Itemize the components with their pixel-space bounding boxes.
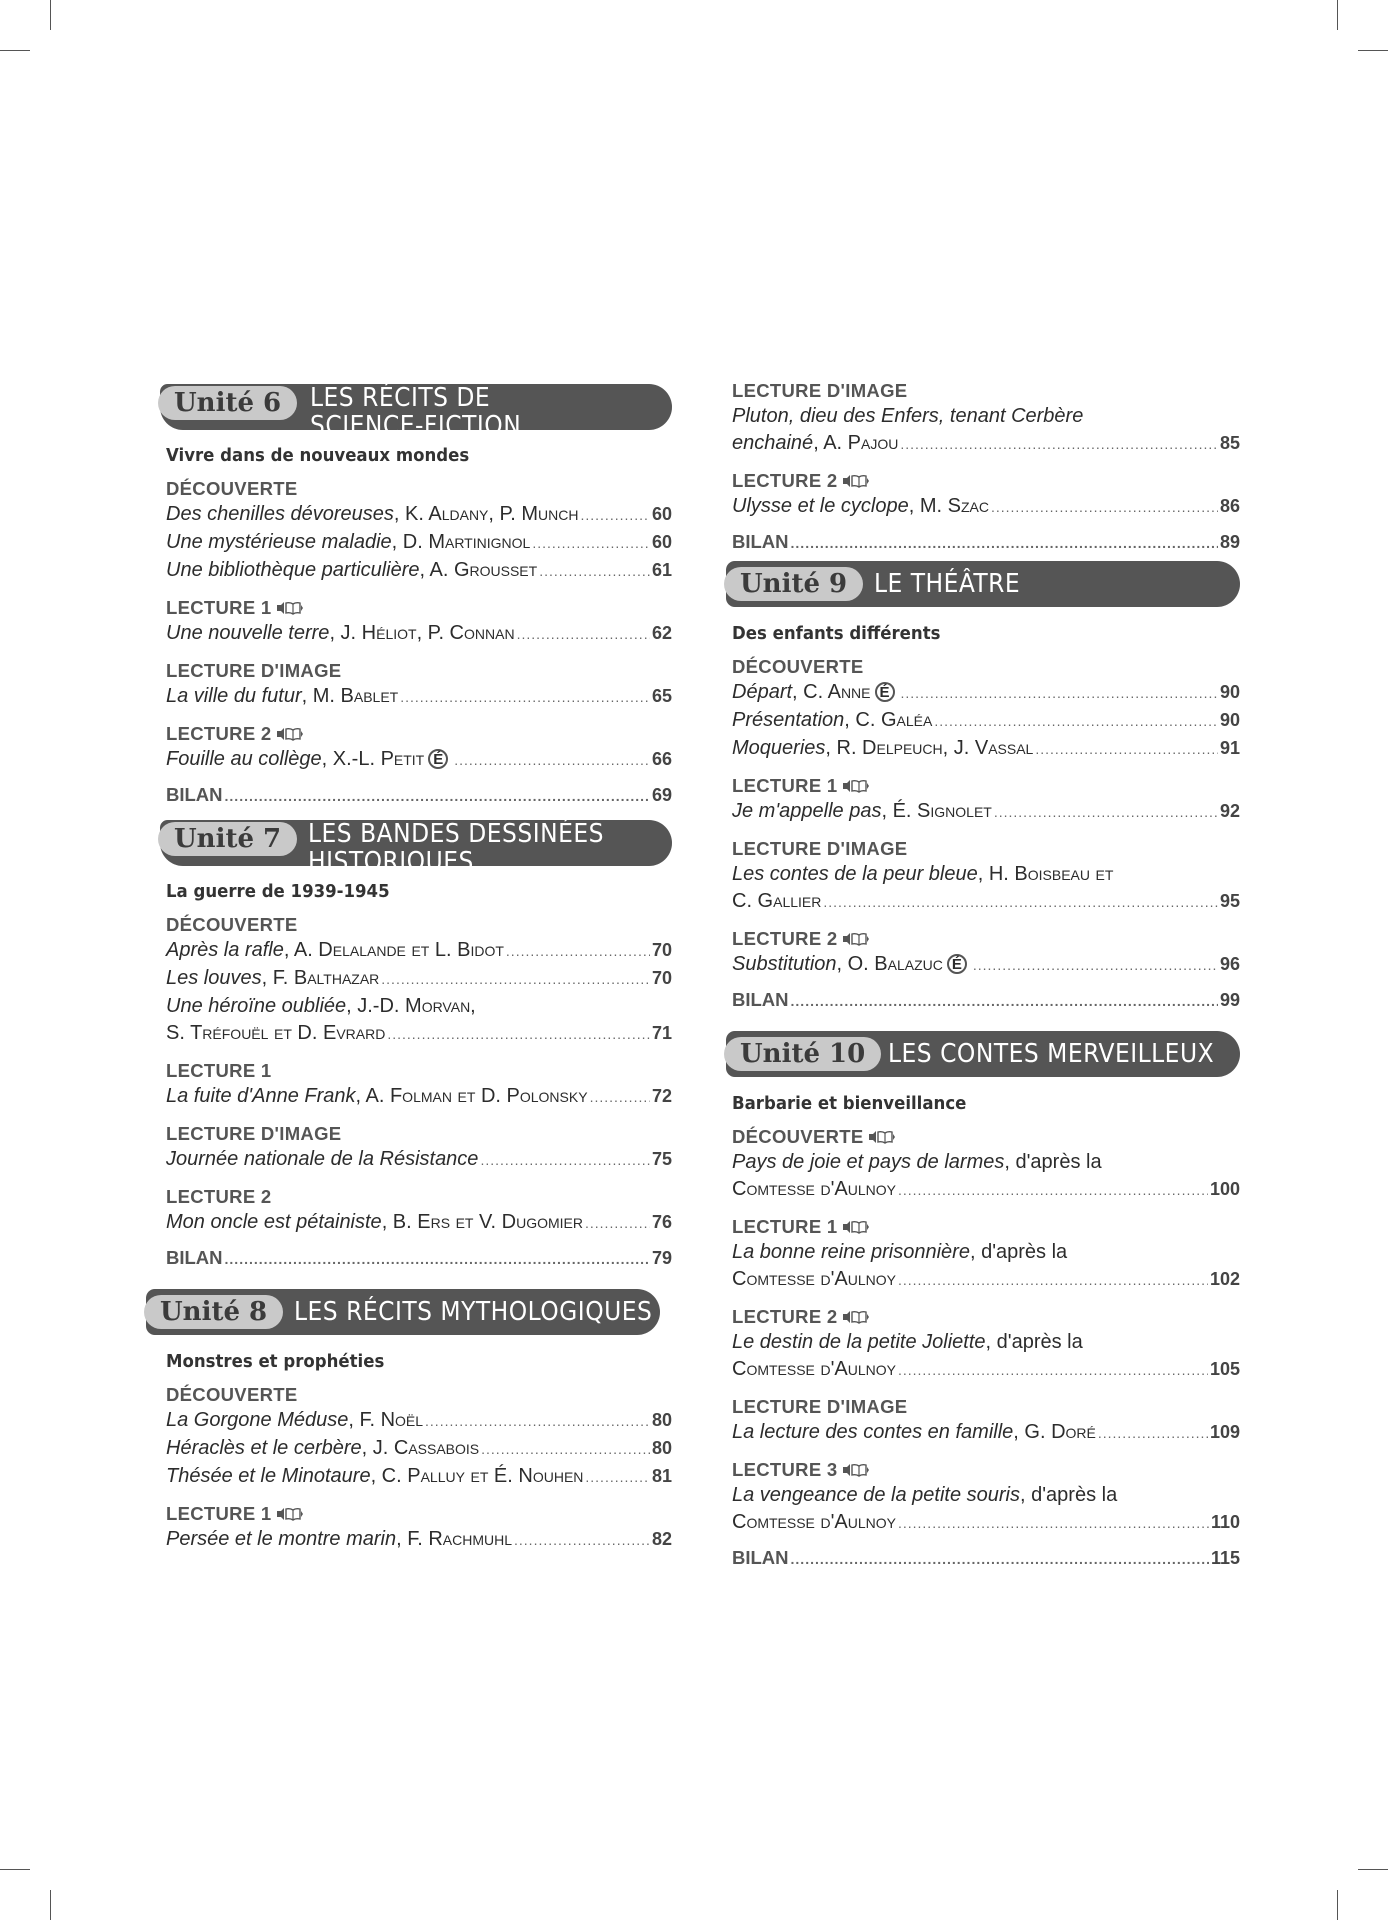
page-number: 105 [1209,1359,1240,1379]
section-heading: LECTURE 2 [732,927,838,949]
toc-entry[interactable] [166,1435,672,1463]
entry-author: , R. Delpeuch, J. Vassal [825,737,1034,759]
bilan-label: BILAN [732,531,789,552]
page-number: 65 [651,686,672,706]
toc-entry[interactable] [166,1083,672,1111]
entry-author: , H. Boisbeau et [977,863,1114,885]
entry-author: , X.-L. Petit [321,748,425,770]
entry-title: Substitution [732,953,837,975]
entry-title: Persée et le montre marin [166,1528,397,1550]
entry-title: Pays de joie et pays de larmes [732,1151,1005,1173]
page-number: 76 [651,1212,672,1232]
section-heading: LECTURE 2 [732,469,838,491]
section-heading: LECTURE 3 [732,1458,838,1480]
toc-column-right [724,378,1240,1577]
entry-title: Journée nationale de la Résistance [166,1148,479,1170]
crop-mark [0,50,30,51]
audio-book-icon [842,932,870,946]
section-lecture-2 [732,1304,1240,1384]
audio-book-icon [842,1310,870,1324]
page-number: 62 [651,623,672,643]
bilan-label: BILAN [166,784,223,805]
toc-entry[interactable] [166,683,672,711]
bilan-label: BILAN [732,1547,789,1568]
bilan-entry[interactable] [732,989,1240,1011]
page-number: 69 [651,785,672,805]
section-lecture-1 [732,1214,1240,1294]
toc-entry[interactable] [166,529,672,557]
toc-entry[interactable] [732,951,1240,979]
unit-title: LES RÉCITS DE SCIENCE-FICTION [310,383,522,441]
entry-author: , D. Martinignol [391,531,531,553]
leader-dots [791,1551,1209,1567]
section-decouverte [732,1124,1240,1204]
entry-author: Comtesse d'Aulnoy [732,1358,896,1380]
section-heading: DÉCOUVERTE [166,477,298,499]
page-number: 99 [1219,990,1240,1010]
unit-label: Unité 7 [158,822,297,856]
entry-author: , J. Héliot, P. Connan [329,622,515,644]
section-heading-row [732,1304,1240,1329]
leader-dots [532,530,650,557]
page-number: 110 [1210,1512,1240,1532]
toc-entry[interactable] [166,1407,672,1435]
section-heading: LECTURE D'IMAGE [732,1395,908,1417]
section-heading: LECTURE D'IMAGE [732,379,908,401]
leader-dots [994,799,1218,826]
page-number: 90 [1219,682,1240,702]
entry-author: C. Gallier [732,890,822,912]
section-lecture-image [166,1121,672,1174]
unit-label: Unité 9 [724,567,863,601]
entry-author: , C. Anne [792,681,871,703]
page-number: 81 [651,1466,672,1486]
crop-mark [1337,0,1338,30]
page-number: 66 [651,749,672,769]
unit-subtitle: Vivre dans de nouveaux mondes [166,445,470,466]
section-heading: DÉCOUVERTE [732,655,864,677]
section-heading-row [732,1214,1240,1239]
leader-dots [387,1021,650,1048]
unit-banner-10 [724,1031,1240,1077]
leader-dots [225,788,650,804]
entry-title: Des chenilles dévoreuses [166,503,394,525]
entry-author: , J. Cassabois [361,1437,480,1459]
toc-entry[interactable] [166,1209,672,1237]
e-badge-icon: É [428,749,448,769]
entry-title: Une héroïne oubliée [166,995,347,1017]
section-decouverte [166,912,672,1048]
entry-author: S. Tréfouël et D. Evrard [166,1022,386,1044]
crop-mark [1358,1869,1388,1870]
entry-title: Après la rafle [166,939,284,961]
page-number: 92 [1219,801,1240,821]
section-heading: LECTURE 2 [166,1185,272,1207]
toc-entry[interactable] [732,403,1240,458]
leader-dots [934,708,1218,735]
entry-author: Comtesse d'Aulnoy [732,1511,896,1533]
section-heading-row [166,721,672,746]
unit-title: LE THÉÂTRE [874,569,1021,599]
entry-title: Moqueries [732,737,826,759]
unit-title: LES RÉCITS MYTHOLOGIQUES [294,1297,653,1327]
leader-dots [901,680,1218,707]
section-lecture-3 [732,1457,1240,1537]
unit-label: Unité 10 [724,1037,881,1071]
leader-dots [481,1436,650,1463]
leader-dots [991,494,1218,521]
entry-author: Comtesse d'Aulnoy [732,1178,896,1200]
section-lecture-2 [166,1184,672,1237]
entry-author: , A. Grousset [419,559,538,581]
leader-dots [539,558,650,585]
page-number: 89 [1219,532,1240,552]
page-number: 70 [651,968,672,988]
bilan-label: BILAN [732,989,789,1010]
toc-entry[interactable] [166,1463,672,1491]
section-heading-row [732,1124,1240,1149]
section-heading-row [732,926,1240,951]
entry-author: , A. Pajou [813,432,899,454]
page-number: 75 [651,1149,672,1169]
leader-dots [898,1177,1208,1204]
section-lecture-2 [732,468,1240,521]
leader-dots [791,993,1218,1009]
toc-entry[interactable] [732,1419,1240,1447]
unit-subtitle: Monstres et prophéties [166,1351,385,1372]
page-number: 70 [651,940,672,960]
e-badge-icon: É [947,954,967,974]
section-heading-row [166,1501,672,1526]
section-lecture-image [732,836,1240,916]
entry-title: La ville du futur [166,685,302,707]
section-heading: LECTURE D'IMAGE [732,837,908,859]
section-lecture-image [732,1394,1240,1447]
unit-subtitle: La guerre de 1939-1945 [166,881,390,902]
leader-dots [517,621,650,648]
unit-banner-6 [158,378,672,441]
audio-book-icon [842,1220,870,1234]
unit-title: LES BANDES DESSINÉES HISTORIQUES [308,819,604,877]
toc-entry[interactable] [166,620,672,648]
entry-title: Fouille au collège [166,748,322,770]
section-heading-row [732,468,1240,493]
crop-mark [50,0,51,30]
entry-title: Une mystérieuse maladie [166,531,392,553]
entry-author: , C. Galéa [844,709,933,731]
section-heading-row [732,1457,1240,1482]
page-number: 60 [651,504,672,524]
leader-dots [590,1084,650,1111]
crop-mark [50,1890,51,1920]
entry-title: La lecture des contes en famille [732,1421,1014,1443]
section-heading: LECTURE 1 [166,1502,272,1524]
bilan-entry[interactable] [166,784,672,806]
unit-label: Unité 6 [158,386,297,420]
section-heading: LECTURE 1 [732,1215,838,1237]
section-heading-row [166,595,672,620]
leader-dots [973,952,1218,979]
entry-title: La vengeance de la petite souris [732,1484,1020,1506]
section-heading: LECTURE D'IMAGE [166,659,342,681]
toc-entry[interactable] [166,1146,672,1174]
toc-entry[interactable] [732,735,1240,763]
toc-entry[interactable] [732,707,1240,735]
section-lecture-image [732,378,1240,458]
section-heading: LECTURE 2 [732,1305,838,1327]
unit-banner-8 [144,1289,672,1335]
toc-entry[interactable] [732,861,1240,916]
entry-author: , K. Aldany, P. Munch [393,503,579,525]
page-number: 79 [651,1248,672,1268]
crop-mark [0,1869,30,1870]
entry-title: Les louves [166,967,262,989]
entry-author: , B. Ers et V. Dugomier [381,1211,583,1233]
unit-banner-9 [724,561,1240,607]
entry-author: Comtesse d'Aulnoy [732,1268,896,1290]
page-number: 82 [651,1529,672,1549]
entry-title: Mon oncle est pétainiste [166,1211,382,1233]
toc-entry[interactable] [166,965,672,993]
section-lecture-1 [732,773,1240,826]
entry-title: Pluton, dieu des Enfers, tenant Cerbère [732,405,1084,427]
entry-title: Le destin de la petite Joliette [732,1331,986,1353]
entry-title: Je m'appelle pas [732,800,882,822]
bilan-label: BILAN [166,1247,223,1268]
audio-book-icon [276,727,304,741]
page-number: 71 [651,1023,672,1043]
section-heading: LECTURE 2 [166,722,272,744]
unit-subtitle: Des enfants différents [732,623,941,644]
toc-entry[interactable] [732,493,1240,521]
entry-title: La Gorgone Méduse [166,1409,349,1431]
leader-dots [900,431,1218,458]
entry-title: La bonne reine prisonnière [732,1241,970,1263]
section-lecture-1 [166,595,672,648]
entry-author: , d'après la [1004,1151,1102,1173]
entry-title: Une bibliothèque particulière [166,559,420,581]
unit-label: Unité 8 [144,1295,283,1329]
section-lecture-1 [166,1501,672,1554]
entry-author: , C. Palluy et É. Nouhen [370,1465,584,1487]
leader-dots [1098,1420,1208,1447]
section-heading: DÉCOUVERTE [166,913,298,935]
unit-banner-7 [158,814,672,877]
toc-entry[interactable] [166,746,672,774]
leader-dots [585,1210,650,1237]
audio-book-icon [868,1130,896,1144]
page-number: 109 [1209,1422,1240,1442]
leader-dots [580,502,649,529]
toc-entry[interactable] [732,1329,1240,1384]
page-number: 91 [1219,738,1240,758]
toc-entry[interactable] [732,1239,1240,1294]
entry-author: , A. Delalande et L. Bidot [283,939,504,961]
entry-author: , É. Signolet [881,800,992,822]
section-lecture-1 [166,1058,672,1111]
entry-title: Une nouvelle terre [166,622,330,644]
section-decouverte [166,1382,672,1491]
section-heading: LECTURE D'IMAGE [166,1122,342,1144]
page-number: 115 [1210,1548,1240,1568]
entry-author: , F. Noël [348,1409,424,1431]
entry-author: , G. Doré [1013,1421,1096,1443]
leader-dots [898,1357,1208,1384]
unit-title: LES CONTES MERVEILLEUX [888,1039,1215,1069]
toc-entry[interactable] [166,501,672,529]
bilan-entry[interactable] [732,1547,1240,1569]
leader-dots [225,1251,650,1267]
audio-book-icon [276,1507,304,1521]
toc-entry[interactable] [732,1482,1240,1537]
page-number: 61 [651,560,672,580]
entry-author: , J.-D. Morvan, [346,995,476,1017]
entry-author: , M. Szac [908,495,989,517]
page-number: 80 [651,1410,672,1430]
entry-author: , F. Rachmuhl [396,1528,513,1550]
entry-title: enchainé [732,432,814,454]
page-number: 85 [1219,433,1240,453]
section-heading: LECTURE 1 [166,1059,272,1081]
section-decouverte [732,654,1240,763]
toc-entry[interactable] [166,1526,672,1554]
leader-dots [425,1408,650,1435]
page-number: 96 [1219,954,1240,974]
page-number: 60 [651,532,672,552]
entry-author: , d'après la [985,1331,1083,1353]
audio-book-icon [842,474,870,488]
page-number: 95 [1219,891,1240,911]
section-lecture-2 [732,926,1240,979]
section-heading: DÉCOUVERTE [166,1383,298,1405]
leader-dots [514,1527,650,1554]
bilan-entry[interactable] [166,1247,672,1269]
leader-dots [791,535,1218,551]
entry-title: Les contes de la peur bleue [732,863,978,885]
toc-entry[interactable] [166,993,672,1048]
section-decouverte [166,476,672,585]
leader-dots [480,1147,650,1174]
leader-dots [381,966,650,993]
page-number: 90 [1219,710,1240,730]
entry-title: La fuite d'Anne Frank [166,1085,356,1107]
leader-dots [898,1510,1209,1537]
section-heading: LECTURE 1 [166,596,272,618]
crop-mark [1337,1890,1338,1920]
entry-author: , d'après la [969,1241,1068,1263]
leader-dots [1035,736,1218,763]
entry-author: , F. Balthazar [261,967,380,989]
leader-dots [585,1464,650,1491]
page-number: 102 [1209,1269,1240,1289]
page-number: 100 [1209,1179,1240,1199]
entry-author: , A. Folman et D. Polonsky [355,1085,588,1107]
toc-entry[interactable] [166,557,672,585]
toc-entry[interactable] [732,679,1240,707]
toc-entry[interactable] [732,1149,1240,1204]
section-heading: DÉCOUVERTE [732,1125,864,1147]
leader-dots [400,684,650,711]
page-number: 72 [651,1086,672,1106]
entry-title: Départ [732,681,793,703]
leader-dots [454,747,650,774]
leader-dots [823,889,1218,916]
entry-author: , M. Bablet [301,685,399,707]
page-number: 80 [651,1438,672,1458]
section-heading-row [732,773,1240,798]
unit-subtitle: Barbarie et bienveillance [732,1093,967,1114]
leader-dots [506,938,650,965]
leader-dots [898,1267,1208,1294]
entry-title: Thésée et le Minotaure [166,1465,371,1487]
page-number: 86 [1219,496,1240,516]
audio-book-icon [276,601,304,615]
crop-mark [1358,50,1388,51]
toc-entry[interactable] [166,937,672,965]
audio-book-icon [842,779,870,793]
entry-title: Héraclès et le cerbère [166,1437,362,1459]
bilan-entry[interactable] [732,531,1240,553]
section-lecture-2 [166,721,672,774]
entry-title: Ulysse et le cyclope [732,495,909,517]
audio-book-icon [842,1463,870,1477]
entry-author: , O. Balazuc [836,953,943,975]
toc-entry[interactable] [732,798,1240,826]
section-heading: LECTURE 1 [732,774,838,796]
toc-column-left [158,378,672,1564]
section-lecture-image [166,658,672,711]
entry-title: Présentation [732,709,845,731]
e-badge-icon: É [875,682,895,702]
entry-author: , d'après la [1019,1484,1118,1506]
